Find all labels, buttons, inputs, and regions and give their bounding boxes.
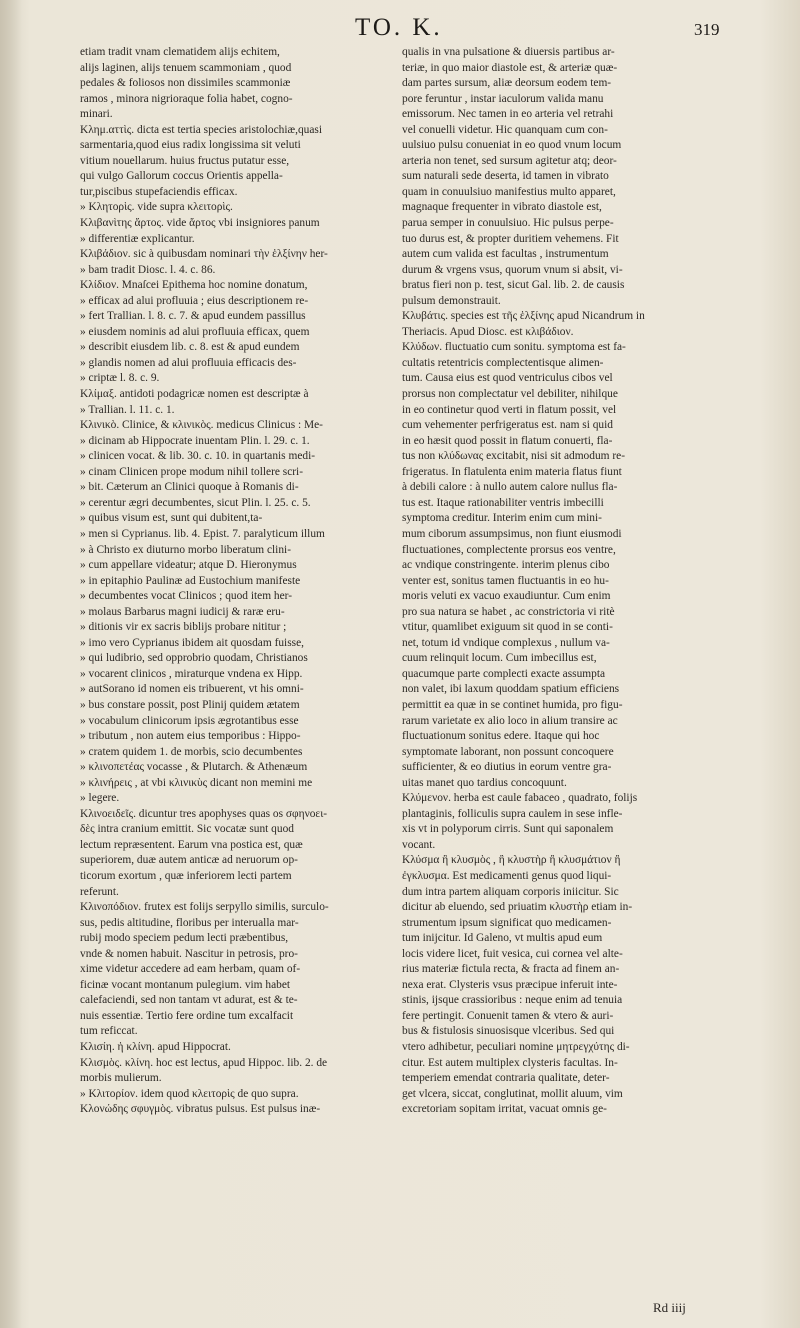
text-line: get vlcera, siccat, conglutinat, mollit aluum, vim [402, 1087, 623, 1100]
text-line: Κλιβάδιον. sic à quibusdam nominari τὴν ἑλξίνην her- [80, 248, 328, 261]
text-line: fluctuationes, complectente prorsus eos ventre, [402, 543, 616, 556]
text-line: tuo durus est, & propter duritiem vehemens. Fit [402, 232, 619, 245]
text-line: xis vt in polyporum cirris. Sunt qui saponalem [402, 823, 614, 836]
text-line: quacumque parte complecti exacte assumpta [402, 667, 606, 680]
text-line: » imo vero Cyprianus ibidem ait quosdam fuisse, [80, 636, 304, 649]
text-line: pro sua natura se habet , ac constrictoria vi ritè [402, 605, 615, 618]
text-line: Theriacis. Apud Diosc. est κλιβάδιον. [402, 325, 574, 338]
text-line: à debili calore : à nullo autem calore nullus fla- [402, 481, 618, 494]
text-line: Κλυβάτις. species est τῆς ἑλξίνης apud Nicandrum in [402, 310, 645, 323]
text-line: » bus constare possit, post Plinij quidem ætatem [80, 698, 300, 711]
text-line: frigeratus. In flatulenta enim materia flatus fiunt [402, 465, 622, 478]
text-line: Κλιβανὶτης ἄρτος. vide ἄρτος vbi insigniores panum [80, 217, 320, 230]
text-line: mum ciborum assumpsimus, non fiunt eiusmodi [402, 527, 622, 540]
text-line: durum & vrgens vsus, quorum vnum si absit, vi- [402, 263, 623, 276]
text-line: rubij modo speciem pedum lecti præbentibus, [80, 932, 289, 945]
text-line: » cerentur ægri decumbentes, sicut Plin. l. 25. c. 5. [80, 496, 311, 509]
text-line: sufficienter, & eo diutius in eorum ventre gra- [402, 761, 612, 774]
text-line: » κλινήρεις , at vbi κλινικὺς dicant non memini me [80, 776, 313, 789]
text-line: tur,piscibus stupefaciendis efficax. [80, 185, 238, 198]
text-line: Κλισμὸς. κλίνη. hoc est lectus, apud Hippoc. lib. 2. de [80, 1056, 328, 1069]
text-line: » clinicen vocat. & lib. 30. c. 10. in quartanis medi- [80, 450, 316, 463]
text-line: ticorum exortum , quæ inferiorem lecti partem [80, 869, 292, 882]
text-line: dicitur ab eluendo, sed priuatim κλυστὴρ etiam in- [402, 901, 633, 914]
text-line: moris veluti ex vacuo exaudiuntur. Cum enim [402, 590, 611, 603]
text-line: tus est. Itaque rationabiliter ventris imbecilli [402, 496, 604, 509]
text-line: vtero adhibetur, peculiari nomine μητρεγχύτης di- [402, 1041, 630, 1053]
text-line: morbis mulierum. [80, 1072, 162, 1085]
text-line: cum vehementer perfrigeratus est. nam si quid [402, 419, 613, 432]
text-line: teriæ, in quo maior diastole est, & arteriæ quæ- [402, 61, 618, 74]
text-line: quam in conuulsiuo manifestius multo apparet, [402, 185, 616, 198]
text-line: » fert Trallian. l. 8. c. 7. & apud eundem passillus [80, 310, 306, 323]
text-line: » legere. [80, 792, 120, 805]
text-line: venter est, sonitus tamen fluctuantis in eo hu- [402, 574, 609, 587]
text-line: Κλίμαξ. antidoti podagricæ nomen est descriptæ à [80, 388, 309, 401]
text-line: » qui ludibrio, sed opprobrio quodam, Christianos [80, 652, 308, 665]
text-line: δὲς intra cranium emittit. Sic vocatæ sunt quod [80, 823, 294, 836]
text-line: Κλινοπόδιον. frutex est folijs serpyllo similis, surculo- [80, 901, 329, 914]
text-line: » vocarent clinicos , miraturque vndena ex Hipp. [80, 667, 303, 680]
text-line: » describit eiusdem lib. c. 8. est & apud eundem [80, 341, 300, 354]
text-line: tum inijcitur. Id Galeno, vt multis apud eum [402, 932, 603, 945]
text-line: vocant. [402, 838, 436, 851]
text-line: » autSorano id nomen eis tribuerent, vt his omni- [80, 683, 304, 696]
text-line: arteria non tenet, sed sursum agitetur atq; deor- [402, 154, 617, 167]
text-line: xime videtur accedere ad eam herbam, quam of- [80, 963, 301, 976]
text-line: temperiem emendat contraria qualitate, deter- [402, 1072, 610, 1085]
text-line: » bit. Cæterum an Clinici quoque à Romanis di- [80, 481, 299, 494]
text-line: locis videre licet, fuit vesica, cui cornea vel alte- [402, 947, 623, 960]
text-line: sarmentaria,quod eius radix longissima sit veluti [80, 139, 301, 152]
text-line: » efficax ad alui profluuia ; eius descriptionem re- [80, 294, 309, 307]
text-line: » vocabulum clinicorum ipsis ægrotantibus esse [80, 714, 299, 727]
text-line: uitas manet quo tardius concoquunt. [402, 776, 567, 789]
text-line: » κλινοπετέας vocasse , & Plutarch. & Athenæum [80, 761, 308, 774]
text-line: lectum repræsentent. Earum vna postica est, quæ [80, 838, 303, 851]
text-line: » decumbentes vocat Clinicos ; quod item her- [80, 590, 293, 603]
text-line: pedales & foliosos non dissimiles scammoniæ [80, 77, 291, 90]
text-line: » molaus Barbarus magni iudicij & raræ eru- [80, 605, 285, 618]
text-line: » tributum , non autem eius temporibus : Hippo- [80, 730, 301, 743]
text-line: tum. Causa eius est quod ventriculus cibos vel [402, 372, 613, 385]
text-line: rius materiæ fictula recta, & fracta ad finem an- [402, 963, 620, 976]
text-line: » criptæ l. 8. c. 9. [80, 372, 160, 385]
text-line: bratus fieri non p. test, sicut Gal. lib. 2. de causis [402, 279, 625, 292]
right-column [402, 45, 722, 1118]
text-line: Κλύδων. fluctuatio cum sonitu. symptoma est fa- [402, 341, 626, 354]
text-line: ficinæ vocant montanum pulegium. vim habet [80, 978, 291, 991]
text-line: Κλισίη. ἡ κλίνη. apud Hippocrat. [80, 1041, 231, 1053]
text-line: » glandis nomen ad alui profluuia efficacis des- [80, 356, 297, 369]
text-line: etiam tradit vnam clematidem alijs echitem, [80, 46, 280, 58]
text-line: Κλινοειδεῖς. dicuntur tres apophyses quas os σφηνοει- [80, 807, 328, 820]
text-line: cuum relinquit locum. Cum imbecillus est, [402, 652, 597, 665]
text-line: ramos , minora nigrioraque folia habet, cogno- [80, 92, 293, 105]
text-line: fere pertingit. Conuenit tamen & vtero & auri- [402, 1009, 614, 1022]
text-line: sum naturali sede deserta, id tamen in vibrato [402, 170, 609, 183]
running-head-title: TO. K. [355, 14, 443, 41]
text-line: plantaginis, folliculis supra caulem in sese infle- [402, 807, 623, 820]
text-line: dam partes sursum, aliæ deorsum eodem tem- [402, 77, 612, 90]
text-line: sus, pedis altitudine, floribus per interualla mar- [80, 916, 299, 929]
text-line: » cinam Clinicen prope modum nihil tollere scri- [80, 465, 304, 478]
text-line: bus & fistulosis sinuosisque vlceribus. Sed qui [402, 1025, 615, 1038]
text-line: uulsiuo pulsu conueniat in eo quod vnum locum [402, 139, 622, 152]
text-line: Κλινικὸ. Clinice, & κλινικὸς. medicus Clinicus : Me- [80, 419, 323, 432]
text-line: tus non κλύδωνας excitabit, nisi sit admodum re- [402, 450, 625, 463]
text-line: citur. Est autem multiplex clysteris facultas. In- [402, 1056, 618, 1069]
text-line: pore feruntur , instar iaculorum valida manu [402, 92, 604, 105]
text-line: Κλονώδης σφυγμὸς. vibratus pulsus. Est pulsus inæ- [80, 1103, 321, 1116]
text-line: stinis, ijsque crassioribus : neque enim ad tenuia [402, 994, 623, 1007]
text-line: autem cum valida est facultas , instrumentum [402, 248, 609, 261]
text-line: alijs laginen, alijs tenuem scammoniam , quod [80, 61, 292, 74]
text-line: permittit ea quæ in se continet humida, pro figu- [402, 698, 623, 711]
text-line: » cratem quidem 1. de morbis, scio decumbentes [80, 745, 303, 758]
signature-mark: Rd iiij [653, 1300, 686, 1315]
text-line: Κλύσμα ἢ κλυσμὸς , ἢ κλυστὴρ ἢ κλυσμάτιον ἢ [402, 854, 621, 867]
text-line: symptoma creditur. Interim enim cum mini- [402, 512, 602, 525]
text-line: Κλίδιον. Mnaſcei Epithema hoc nomine donatum, [80, 279, 308, 292]
text-line: » Κλιτορίον. idem quod κλειτορὶς de quo supra. [80, 1087, 299, 1100]
text-line: » Trallian. l. 11. c. 1. [80, 403, 175, 416]
text-line: pulsum demonstrauit. [402, 294, 501, 307]
text-line: magnaque frequenter in vibrato diastole est, [402, 201, 602, 214]
text-line: nuis essentiæ. Tertio fere ordine tum excalfacit [80, 1009, 294, 1022]
text-line: vnde & nomen habuit. Nascitur in petrosis, pro- [80, 947, 298, 960]
text-line: cultatis retentricis complectentisque alimen- [402, 356, 604, 369]
text-line: » differentiæ explicantur. [80, 232, 195, 245]
text-line: excretoriam sopitam irritat, vacuat omnis ge- [402, 1103, 607, 1116]
text-line: » Κλητορὶς. vide supra κλειτορὶς. [80, 201, 233, 214]
text-line: minari. [80, 108, 113, 121]
text-line: » in epitaphio Paulinæ ad Eustochium manifeste [80, 574, 301, 587]
text-line: non valet, ibi laxum quoddam spatium efficiens [402, 683, 620, 696]
left-column [80, 45, 384, 1118]
text-line: superiorem, duæ autem anticæ ad neruorum op- [80, 854, 298, 867]
text-line: qui vulgo Gallorum coccus Orientis appella- [80, 170, 283, 183]
text-line: vtitur, quamlibet exiguum sit quod in se conti- [402, 621, 613, 634]
page-number: 319 [694, 20, 720, 39]
text-line: ac vndique constringente. interim plenus cibo [402, 559, 610, 572]
text-line: » dicinam ab Hippocrate inuentam Plin. l. 29. c. 1. [80, 434, 310, 447]
text-line: strumentum ipsum significat quo medicamen- [402, 916, 612, 929]
running-header [0, 10, 800, 46]
text-line: net, totum id vndique complexus , nullum va- [402, 636, 610, 649]
text-line: » cum appellare videatur; atque D. Hieronymus [80, 559, 297, 572]
text-line: referunt. [80, 885, 119, 898]
text-line: Κλύμενον. herba est caule fabaceo , quadrato, folijs [402, 792, 638, 805]
text-line: emissorum. Nec tamen in eo arteria vel retrahi [402, 108, 614, 121]
text-line: » quibus visum est, sunt qui dubitent,ta- [80, 512, 263, 525]
text-line: dum intra partem aliquam corporis iniicitur. Sic [402, 885, 619, 898]
text-line: ἐγκλυσμα. Est medicamenti genus quod liqui- [402, 869, 612, 882]
text-line: in eo continetur quod verti in flatum possit, vel [402, 403, 617, 416]
text-line: vitium nouellarum. huius fructus putatur esse, [80, 154, 290, 167]
text-line: vel conuelli videtur. Hic quanquam cum con- [402, 123, 608, 136]
text-line: » ditionis vir ex sacris biblijs probare nititur ; [80, 621, 287, 634]
text-line: » men si Cyprianus. lib. 4. Epist. 7. paralyticum illum [80, 527, 325, 540]
text-line: nexa erat. Clysteris vsus præcipue inferuit inte- [402, 978, 618, 991]
text-line: rarum varietate ex alio loco in alium transire ac [402, 714, 618, 727]
text-line: calefaciendi, sed non tantam vt adurat, est & te- [80, 994, 298, 1007]
text-line: symptomate laborant, non possunt concoquere [402, 745, 614, 758]
text-line: in eo hæsit quod possit in flatum conuerti, fla- [402, 434, 613, 447]
page-gutter-shadow [0, 0, 22, 1328]
text-line: » eiusdem nominis ad alui profluuia efficax, quem [80, 325, 310, 338]
text-line: qualis in vna pulsatione & diuersis partibus ar- [402, 46, 615, 58]
text-line: » bam tradit Diosc. l. 4. c. 86. [80, 263, 216, 276]
text-line: parua semper in conuulsiuo. Hic pulsus perpe- [402, 217, 614, 230]
text-line: tum reficcat. [80, 1025, 138, 1038]
text-line: prorsus non complectatur vel debiliter, nihilque [402, 388, 618, 401]
text-line: fluctuationum sonitus edere. Itaque qui hoc [402, 730, 600, 743]
text-line: Κλημ.αττὶς. dicta est tertia species aristolochiæ,quasi [80, 123, 322, 136]
text-line: » à Christo ex diuturno morbo liberatum clini- [80, 543, 292, 556]
